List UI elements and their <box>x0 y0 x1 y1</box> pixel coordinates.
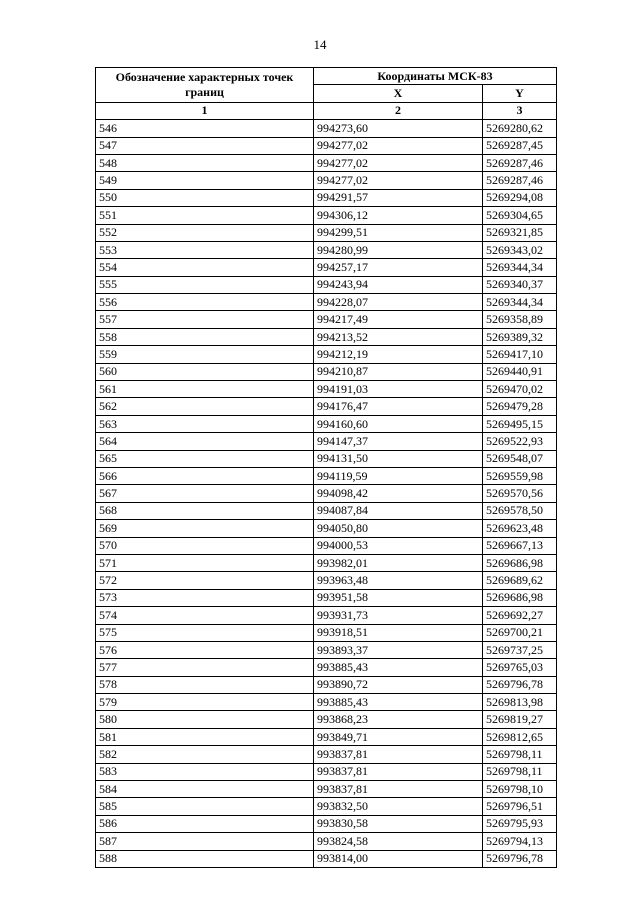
x-coordinate-cell: 994217,49 <box>314 311 483 328</box>
y-coordinate-cell: 5269700,21 <box>483 624 557 641</box>
table-row <box>96 415 557 432</box>
x-coordinate-cell: 993824,58 <box>314 833 483 850</box>
x-coordinate-cell: 994176,47 <box>314 398 483 415</box>
y-coordinate-cell: 5269344,34 <box>483 294 557 311</box>
column-number-2: 2 <box>314 102 483 119</box>
point-id-cell: 550 <box>96 189 314 206</box>
y-coordinate-cell: 5269287,46 <box>483 154 557 171</box>
point-id-cell: 556 <box>96 294 314 311</box>
y-coordinate-cell: 5269440,91 <box>483 363 557 380</box>
x-coordinate-cell: 993963,48 <box>314 572 483 589</box>
x-coordinate-cell: 994212,19 <box>314 346 483 363</box>
y-coordinate-cell: 5269522,93 <box>483 433 557 450</box>
table-row <box>96 154 557 171</box>
y-coordinate-cell: 5269343,02 <box>483 241 557 258</box>
point-id-cell: 574 <box>96 607 314 624</box>
point-id-cell: 548 <box>96 154 314 171</box>
point-id-cell: 563 <box>96 415 314 432</box>
x-coordinate-cell: 993885,43 <box>314 659 483 676</box>
table-row <box>96 294 557 311</box>
point-id-cell: 579 <box>96 694 314 711</box>
x-coordinate-cell: 994280,99 <box>314 241 483 258</box>
table-row <box>96 815 557 832</box>
y-coordinate-cell: 5269813,98 <box>483 694 557 711</box>
y-coordinate-cell: 5269495,15 <box>483 415 557 432</box>
table-row <box>96 659 557 676</box>
y-coordinate-cell: 5269344,34 <box>483 259 557 276</box>
page-number: 14 <box>313 37 327 52</box>
x-coordinate-cell: 993918,51 <box>314 624 483 641</box>
table-row <box>96 276 557 293</box>
x-coordinate-cell: 994273,60 <box>314 120 483 137</box>
x-coordinate-cell: 994213,52 <box>314 328 483 345</box>
x-coordinate-cell: 994119,59 <box>314 467 483 484</box>
x-coordinate-cell: 993893,37 <box>314 641 483 658</box>
point-id-cell: 559 <box>96 346 314 363</box>
table-row <box>96 728 557 745</box>
y-coordinate-cell: 5269623,48 <box>483 520 557 537</box>
point-id-cell: 564 <box>96 433 314 450</box>
point-id-cell: 581 <box>96 728 314 745</box>
table-row <box>96 624 557 641</box>
table-row <box>96 763 557 780</box>
x-coordinate-cell: 994306,12 <box>314 207 483 224</box>
column-number-3: 3 <box>483 102 557 119</box>
x-coordinate-cell: 994291,57 <box>314 189 483 206</box>
x-coordinate-cell: 993837,81 <box>314 781 483 798</box>
y-coordinate-cell: 5269304,65 <box>483 207 557 224</box>
table-row <box>96 833 557 850</box>
point-id-cell: 584 <box>96 781 314 798</box>
table-row <box>96 311 557 328</box>
table-row <box>96 433 557 450</box>
table-row <box>96 502 557 519</box>
point-id-cell: 577 <box>96 659 314 676</box>
table-row <box>96 120 557 137</box>
point-id-cell: 551 <box>96 207 314 224</box>
x-column-header: X <box>314 85 483 102</box>
point-id-cell: 568 <box>96 502 314 519</box>
point-id-cell: 587 <box>96 833 314 850</box>
point-id-cell: 547 <box>96 137 314 154</box>
column-number-1: 1 <box>96 102 314 119</box>
point-id-cell: 560 <box>96 363 314 380</box>
point-id-cell: 588 <box>96 850 314 867</box>
point-id-cell: 570 <box>96 537 314 554</box>
point-id-cell: 549 <box>96 172 314 189</box>
point-id-cell: 565 <box>96 450 314 467</box>
coordinates-table <box>95 67 557 868</box>
y-coordinate-cell: 5269470,02 <box>483 381 557 398</box>
point-id-cell: 578 <box>96 676 314 693</box>
table-row <box>96 746 557 763</box>
y-coordinate-cell: 5269479,28 <box>483 398 557 415</box>
points-column-header: Обозначение характерных точек границ <box>96 68 314 103</box>
table-row <box>96 676 557 693</box>
x-coordinate-cell: 993814,00 <box>314 850 483 867</box>
x-coordinate-cell: 993837,81 <box>314 746 483 763</box>
table-row <box>96 467 557 484</box>
table-row <box>96 346 557 363</box>
point-id-cell: 546 <box>96 120 314 137</box>
y-coordinate-cell: 5269287,46 <box>483 172 557 189</box>
y-coordinate-cell: 5269559,98 <box>483 467 557 484</box>
table-row <box>96 398 557 415</box>
point-id-cell: 561 <box>96 381 314 398</box>
y-coordinate-cell: 5269287,45 <box>483 137 557 154</box>
x-coordinate-cell: 994228,07 <box>314 294 483 311</box>
table-row <box>96 694 557 711</box>
table-row <box>96 554 557 571</box>
table-row <box>96 572 557 589</box>
table-row <box>96 328 557 345</box>
point-id-cell: 580 <box>96 711 314 728</box>
point-id-cell: 586 <box>96 815 314 832</box>
point-id-cell: 573 <box>96 589 314 606</box>
table-row <box>96 207 557 224</box>
table-row <box>96 381 557 398</box>
x-coordinate-cell: 994243,94 <box>314 276 483 293</box>
y-coordinate-cell: 5269686,98 <box>483 554 557 571</box>
y-coordinate-cell: 5269340,37 <box>483 276 557 293</box>
point-id-cell: 566 <box>96 467 314 484</box>
x-coordinate-cell: 994299,51 <box>314 224 483 241</box>
table-row <box>96 798 557 815</box>
point-id-cell: 553 <box>96 241 314 258</box>
x-coordinate-cell: 993951,58 <box>314 589 483 606</box>
point-id-cell: 572 <box>96 572 314 589</box>
y-column-header: Y <box>483 85 557 102</box>
x-coordinate-cell: 994160,60 <box>314 415 483 432</box>
table-row <box>96 711 557 728</box>
y-coordinate-cell: 5269796,78 <box>483 850 557 867</box>
y-coordinate-cell: 5269795,93 <box>483 815 557 832</box>
y-coordinate-cell: 5269798,10 <box>483 781 557 798</box>
x-coordinate-cell: 994257,17 <box>314 259 483 276</box>
y-coordinate-cell: 5269578,50 <box>483 502 557 519</box>
y-coordinate-cell: 5269796,78 <box>483 676 557 693</box>
y-coordinate-cell: 5269819,27 <box>483 711 557 728</box>
y-coordinate-cell: 5269794,13 <box>483 833 557 850</box>
point-id-cell: 552 <box>96 224 314 241</box>
x-coordinate-cell: 994131,50 <box>314 450 483 467</box>
y-coordinate-cell: 5269548,07 <box>483 450 557 467</box>
table-row <box>96 224 557 241</box>
table-row <box>96 241 557 258</box>
x-coordinate-cell: 993885,43 <box>314 694 483 711</box>
x-coordinate-cell: 994087,84 <box>314 502 483 519</box>
x-coordinate-cell: 994277,02 <box>314 154 483 171</box>
x-coordinate-cell: 994147,37 <box>314 433 483 450</box>
point-id-cell: 567 <box>96 485 314 502</box>
x-coordinate-cell: 994191,03 <box>314 381 483 398</box>
table-row <box>96 589 557 606</box>
table-row <box>96 520 557 537</box>
y-coordinate-cell: 5269686,98 <box>483 589 557 606</box>
y-coordinate-cell: 5269294,08 <box>483 189 557 206</box>
x-coordinate-cell: 994277,02 <box>314 172 483 189</box>
y-coordinate-cell: 5269417,10 <box>483 346 557 363</box>
y-coordinate-cell: 5269570,56 <box>483 485 557 502</box>
y-coordinate-cell: 5269689,62 <box>483 572 557 589</box>
point-id-cell: 554 <box>96 259 314 276</box>
point-id-cell: 555 <box>96 276 314 293</box>
point-id-cell: 557 <box>96 311 314 328</box>
x-coordinate-cell: 994098,42 <box>314 485 483 502</box>
y-coordinate-cell: 5269667,13 <box>483 537 557 554</box>
y-coordinate-cell: 5269798,11 <box>483 763 557 780</box>
y-coordinate-cell: 5269358,89 <box>483 311 557 328</box>
x-coordinate-cell: 994050,80 <box>314 520 483 537</box>
y-coordinate-cell: 5269737,25 <box>483 641 557 658</box>
table-row <box>96 781 557 798</box>
x-coordinate-cell: 993832,50 <box>314 798 483 815</box>
table-row <box>96 189 557 206</box>
point-id-cell: 575 <box>96 624 314 641</box>
point-id-cell: 558 <box>96 328 314 345</box>
point-id-cell: 562 <box>96 398 314 415</box>
point-id-cell: 582 <box>96 746 314 763</box>
x-coordinate-cell: 993868,23 <box>314 711 483 728</box>
x-coordinate-cell: 994000,53 <box>314 537 483 554</box>
y-coordinate-cell: 5269796,51 <box>483 798 557 815</box>
table-row <box>96 450 557 467</box>
y-coordinate-cell: 5269280,62 <box>483 120 557 137</box>
table-body <box>96 120 557 868</box>
x-coordinate-cell: 994210,87 <box>314 363 483 380</box>
x-coordinate-cell: 993982,01 <box>314 554 483 571</box>
x-coordinate-cell: 993931,73 <box>314 607 483 624</box>
x-coordinate-cell: 994277,02 <box>314 137 483 154</box>
table-row <box>96 607 557 624</box>
x-coordinate-cell: 993890,72 <box>314 676 483 693</box>
y-coordinate-cell: 5269765,03 <box>483 659 557 676</box>
x-coordinate-cell: 993837,81 <box>314 763 483 780</box>
point-id-cell: 569 <box>96 520 314 537</box>
point-id-cell: 576 <box>96 641 314 658</box>
coordinates-header: Координаты МСК-83 <box>314 68 557 85</box>
table-row <box>96 363 557 380</box>
table-row <box>96 259 557 276</box>
y-coordinate-cell: 5269812,65 <box>483 728 557 745</box>
point-id-cell: 585 <box>96 798 314 815</box>
point-id-cell: 583 <box>96 763 314 780</box>
y-coordinate-cell: 5269389,32 <box>483 328 557 345</box>
table-row <box>96 137 557 154</box>
table-header <box>96 68 557 120</box>
y-coordinate-cell: 5269321,85 <box>483 224 557 241</box>
table-row <box>96 537 557 554</box>
table-row <box>96 850 557 867</box>
point-id-cell: 571 <box>96 554 314 571</box>
x-coordinate-cell: 993830,58 <box>314 815 483 832</box>
x-coordinate-cell: 993849,71 <box>314 728 483 745</box>
y-coordinate-cell: 5269692,27 <box>483 607 557 624</box>
table-row <box>96 641 557 658</box>
table-row <box>96 172 557 189</box>
y-coordinate-cell: 5269798,11 <box>483 746 557 763</box>
table-row <box>96 485 557 502</box>
